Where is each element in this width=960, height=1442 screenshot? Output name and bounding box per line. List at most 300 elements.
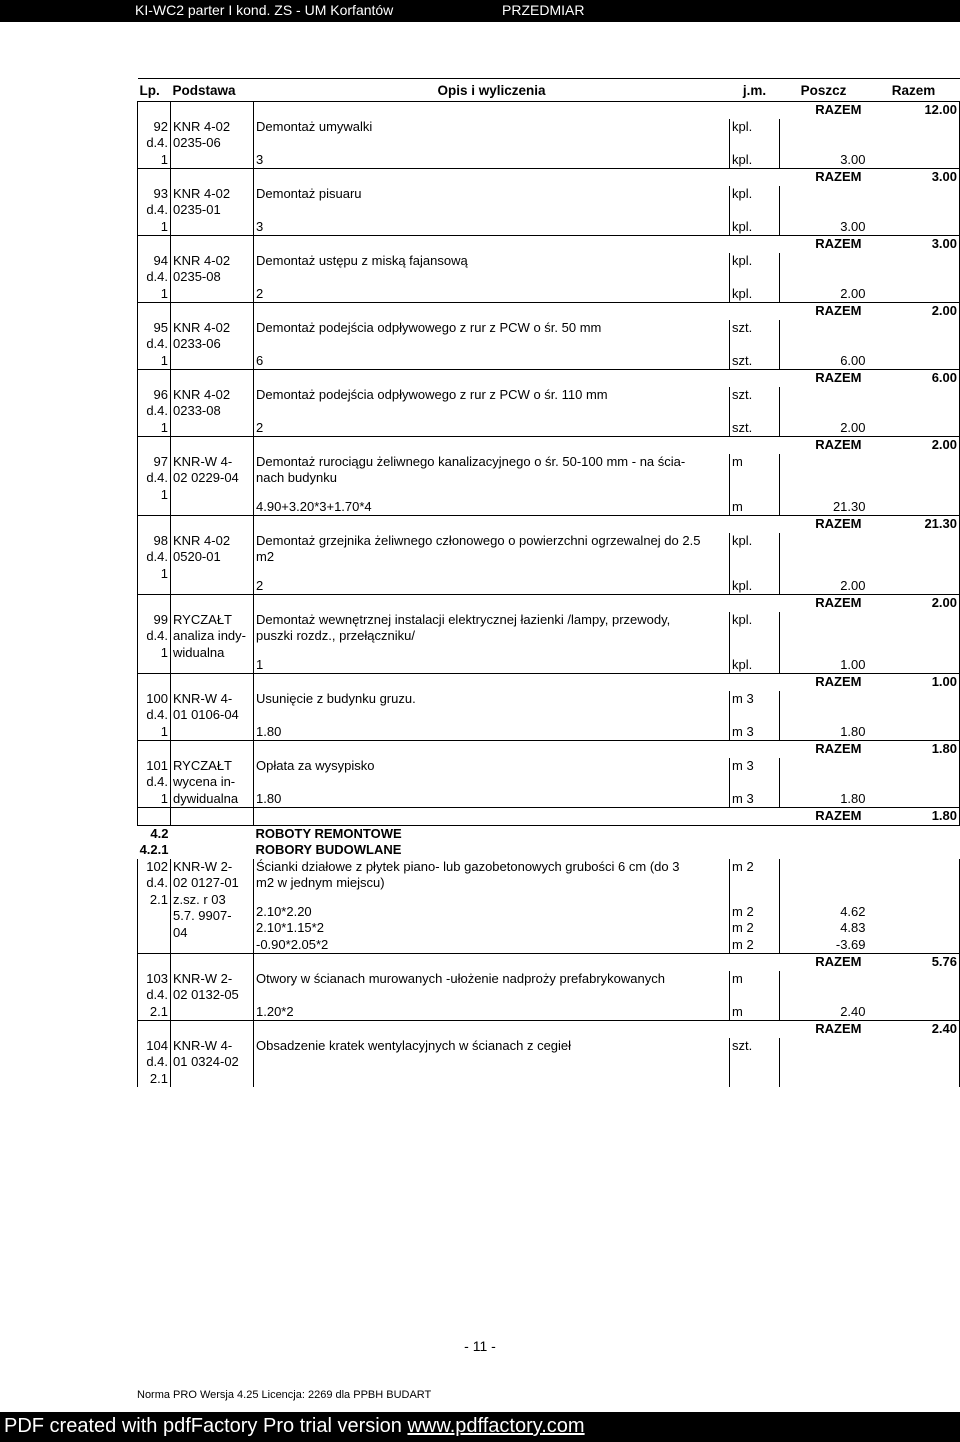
item-row <box>138 320 960 353</box>
calc-row <box>138 152 960 169</box>
calc-value: 3.00 <box>840 218 866 234</box>
calc-expression: 1.20*2 <box>254 1004 730 1021</box>
razem-lp <box>138 741 171 758</box>
item-lp-line: 99 <box>153 611 168 627</box>
razem-label: RAZEM <box>254 954 868 971</box>
calc-unit: m 3 <box>730 724 780 741</box>
item-lp <box>138 971 171 1021</box>
col-razem: Razem <box>868 79 960 102</box>
item-podstawa <box>171 859 254 954</box>
calc-expression: 6 <box>254 353 730 370</box>
item-podstawa <box>171 320 254 370</box>
item-unit: szt. <box>730 387 780 420</box>
calc-value: 4.83 <box>840 920 866 935</box>
razem-value: 2.00 <box>868 437 960 454</box>
item-podstawa <box>171 253 254 303</box>
section-number: 4.2 <box>138 825 171 842</box>
item-description-line: m2 w jednym miejscu) <box>256 875 385 890</box>
razem-row <box>138 169 960 186</box>
item-razem <box>868 253 960 286</box>
calc-unit: szt. <box>730 420 780 437</box>
razem-label: RAZEM <box>254 437 868 454</box>
item-lp-line: 98 <box>153 532 168 548</box>
item-podstawa-line: 02 0127-01 <box>173 875 239 890</box>
item-description-line: m2 <box>256 549 275 564</box>
calc-row <box>138 219 960 236</box>
calc-razem <box>868 724 960 741</box>
item-podstawa-line: wycena in- <box>173 774 236 789</box>
razem-row <box>138 370 960 387</box>
col-opis: Opis i wyliczenia <box>254 79 730 102</box>
item-description <box>254 119 730 152</box>
item-row <box>138 758 960 791</box>
calc-expression: 3 <box>254 152 730 169</box>
calc-expression: 2 <box>254 578 730 595</box>
item-podstawa <box>171 119 254 169</box>
razem-lp <box>138 1021 171 1038</box>
razem-podstawa <box>171 674 254 691</box>
item-lp-line: d.4. <box>146 135 168 150</box>
item-lp-line: d.4. <box>146 707 168 722</box>
item-description-line: Demontaż podejścia odpływowego z rur z PCW o śr. 110 mm <box>256 386 608 402</box>
razem-lp <box>138 595 171 612</box>
item-lp-line: 102 <box>146 858 168 874</box>
pdf-banner-text: PDF created with pdfFactory Pro trial version <box>4 1415 408 1437</box>
calc-expression: 1.80 <box>254 791 730 808</box>
item-razem <box>868 1038 960 1088</box>
item-row <box>138 387 960 420</box>
razem-label: RAZEM <box>254 674 868 691</box>
razem-value: 3.00 <box>868 169 960 186</box>
item-lp-line: 100 <box>146 690 168 706</box>
calc-expression: 1.80 <box>254 724 730 741</box>
item-lp-line: 93 <box>153 185 168 201</box>
item-row <box>138 859 960 904</box>
pdf-banner-link[interactable]: www.pdffactory.com <box>407 1415 585 1437</box>
calc-razem <box>868 920 960 937</box>
item-description <box>254 691 730 724</box>
pdf-banner <box>0 1412 960 1442</box>
item-unit: kpl. <box>730 186 780 219</box>
item-lp-line: 94 <box>153 252 168 268</box>
item-podstawa <box>171 533 254 595</box>
razem-row <box>138 1021 960 1038</box>
item-unit: kpl. <box>730 612 780 657</box>
item-lp-line: d.4. <box>146 470 168 485</box>
item-row <box>138 1038 960 1088</box>
item-razem <box>868 691 960 724</box>
item-razem <box>868 387 960 420</box>
item-podstawa-line: 02 0132-05 <box>173 987 239 1002</box>
calc-row <box>138 920 960 937</box>
razem-label: RAZEM <box>254 303 868 320</box>
item-podstawa-line: 02 0229-04 <box>173 470 239 485</box>
razem-row <box>138 674 960 691</box>
calc-unit: kpl. <box>730 578 780 595</box>
item-podstawa <box>171 387 254 437</box>
calc-row <box>138 657 960 674</box>
razem-row <box>138 954 960 971</box>
calc-expression: 2.10*1.15*2 <box>254 920 730 937</box>
calc-value: 1.80 <box>840 723 866 739</box>
item-row <box>138 253 960 286</box>
item-poszcz <box>780 859 868 904</box>
item-lp-line: 95 <box>153 319 168 335</box>
item-podstawa-line: 0233-08 <box>173 403 221 418</box>
item-razem <box>868 186 960 219</box>
item-poszcz <box>780 533 868 578</box>
razem-podstawa <box>171 303 254 320</box>
item-lp-line: 1 <box>160 565 168 581</box>
item-description-line: Demontaż rurociągu żeliwnego kanalizacyjnego o śr. 50-100 mm - na ścia- <box>256 453 686 469</box>
item-lp-line: 1 <box>160 723 168 739</box>
item-unit: szt. <box>730 320 780 353</box>
item-podstawa <box>171 758 254 808</box>
item-lp-line: 101 <box>146 757 168 773</box>
calc-razem <box>868 1004 960 1021</box>
section-row <box>138 825 960 842</box>
razem-podstawa <box>171 236 254 253</box>
item-poszcz <box>780 454 868 499</box>
document-header <box>0 0 960 22</box>
calc-row <box>138 724 960 741</box>
item-lp-line: 2.1 <box>149 1070 168 1086</box>
razem-row <box>138 303 960 320</box>
calc-razem <box>868 904 960 921</box>
item-poszcz <box>780 691 868 724</box>
calc-value: 2.00 <box>840 285 866 301</box>
item-podstawa-line: KNR 4-02 <box>173 319 231 335</box>
item-razem <box>868 320 960 353</box>
item-podstawa <box>171 691 254 741</box>
calc-unit: m 2 <box>730 937 780 954</box>
item-unit: kpl. <box>730 119 780 152</box>
razem-label: RAZEM <box>254 516 868 533</box>
calc-value: 6.00 <box>840 352 866 368</box>
razem-lp <box>138 437 171 454</box>
item-podstawa-line: RYCZAŁT <box>173 757 232 773</box>
page-number: - 11 - <box>464 1338 496 1354</box>
item-podstawa-line: KNR-W 4- <box>173 1037 233 1053</box>
item-podstawa-line: KNR-W 4- <box>173 453 233 469</box>
razem-lp <box>138 236 171 253</box>
item-lp-line: 1 <box>160 419 168 435</box>
razem-value: 1.80 <box>868 741 960 758</box>
razem-label: RAZEM <box>254 808 868 826</box>
calc-value: 21.30 <box>832 498 866 514</box>
item-lp <box>138 454 171 516</box>
calc-unit: kpl. <box>730 152 780 169</box>
item-lp-line: d.4. <box>146 628 168 643</box>
item-lp-line: d.4. <box>146 875 168 890</box>
item-description <box>254 533 730 578</box>
item-podstawa-line: KNR 4-02 <box>173 252 231 268</box>
item-unit: m <box>730 454 780 499</box>
item-podstawa-line: RYCZAŁT <box>173 611 232 627</box>
razem-podstawa <box>171 808 254 826</box>
razem-value: 2.00 <box>868 303 960 320</box>
item-description <box>254 186 730 219</box>
razem-row <box>138 516 960 533</box>
item-lp-line: 1 <box>160 285 168 301</box>
razem-value: 12.00 <box>868 102 960 119</box>
item-lp-line: 2.1 <box>149 891 168 907</box>
calc-value: 2.40 <box>840 1003 866 1019</box>
item-lp-line: 103 <box>146 970 168 986</box>
item-razem <box>868 454 960 499</box>
calc-razem <box>868 499 960 516</box>
razem-lp <box>138 674 171 691</box>
item-podstawa-line: 0233-06 <box>173 336 221 351</box>
calc-row <box>138 286 960 303</box>
section-spacer <box>171 825 254 842</box>
item-description <box>254 859 730 904</box>
col-poszcz: Poszcz <box>780 79 868 102</box>
item-podstawa-line: 04 <box>173 924 188 940</box>
razem-lp <box>138 169 171 186</box>
calc-expression: 1 <box>254 657 730 674</box>
item-podstawa <box>171 186 254 236</box>
item-row <box>138 533 960 578</box>
item-razem <box>868 971 960 1004</box>
razem-value: 5.76 <box>868 954 960 971</box>
item-description-line: Otwory w ścianach murowanych -ułożenie nadproży prefabrykowanych <box>256 970 665 986</box>
item-lp-line: d.4. <box>146 987 168 1002</box>
item-lp-line: 2.1 <box>149 1003 168 1019</box>
item-lp-line: 97 <box>153 453 168 469</box>
item-podstawa-line: 0235-06 <box>173 135 221 150</box>
calc-expression: 3 <box>254 219 730 236</box>
razem-value: 1.80 <box>868 808 960 826</box>
item-podstawa-line: widualna <box>173 644 225 660</box>
razem-lp <box>138 808 171 826</box>
calc-expression: 4.90+3.20*3+1.70*4 <box>254 499 730 516</box>
calc-razem <box>868 420 960 437</box>
calc-value: 4.62 <box>840 903 866 919</box>
item-lp-line: d.4. <box>146 336 168 351</box>
calc-value: 1.80 <box>840 790 866 806</box>
razem-lp <box>138 516 171 533</box>
calc-expression: 2 <box>254 286 730 303</box>
item-lp <box>138 119 171 169</box>
item-poszcz <box>780 253 868 286</box>
razem-row <box>138 741 960 758</box>
razem-value: 2.00 <box>868 595 960 612</box>
calc-row <box>138 499 960 516</box>
col-jm: j.m. <box>730 79 780 102</box>
razem-podstawa <box>171 954 254 971</box>
razem-podstawa <box>171 437 254 454</box>
item-description <box>254 253 730 286</box>
item-lp-line: 104 <box>146 1037 168 1053</box>
razem-label: RAZEM <box>254 169 868 186</box>
item-row <box>138 454 960 499</box>
item-lp-line: d.4. <box>146 403 168 418</box>
calc-razem <box>868 937 960 954</box>
calc-razem <box>868 219 960 236</box>
razem-label: RAZEM <box>254 741 868 758</box>
calc-row <box>138 791 960 808</box>
item-razem <box>868 119 960 152</box>
item-lp-line: 1 <box>160 790 168 806</box>
section-row <box>138 842 960 859</box>
item-podstawa-line: KNR-W 2- <box>173 858 233 874</box>
item-description-line: Demontaż grzejnika żeliwnego członowego o powierzchni ogrzewalnej do 2.5 <box>256 532 701 548</box>
item-podstawa-line: KNR-W 4- <box>173 690 233 706</box>
item-lp <box>138 859 171 954</box>
razem-podstawa <box>171 370 254 387</box>
calc-expression: -0.90*2.05*2 <box>254 937 730 954</box>
document-type: PRZEDMIAR <box>502 2 585 18</box>
item-podstawa-line: KNR 4-02 <box>173 185 231 201</box>
item-podstawa-line: analiza indy- <box>173 628 246 643</box>
item-podstawa-line: 0235-01 <box>173 202 221 217</box>
calc-unit: kpl. <box>730 286 780 303</box>
item-description <box>254 454 730 499</box>
item-lp <box>138 253 171 303</box>
item-description-line: Demontaż umywalki <box>256 118 373 134</box>
item-unit: m 2 <box>730 859 780 904</box>
razem-podstawa <box>171 741 254 758</box>
calc-value: 2.00 <box>840 577 866 593</box>
calc-unit: m 3 <box>730 791 780 808</box>
item-poszcz <box>780 758 868 791</box>
item-poszcz <box>780 612 868 657</box>
calc-row <box>138 937 960 954</box>
razem-label: RAZEM <box>254 102 868 119</box>
calc-unit: m 2 <box>730 920 780 937</box>
item-row <box>138 691 960 724</box>
item-lp <box>138 533 171 595</box>
item-lp <box>138 320 171 370</box>
item-lp <box>138 387 171 437</box>
razem-label: RAZEM <box>254 370 868 387</box>
item-lp-line: 1 <box>160 151 168 167</box>
item-unit: m 3 <box>730 758 780 791</box>
razem-label: RAZEM <box>254 236 868 253</box>
item-lp-line: 1 <box>160 644 168 660</box>
item-lp-line: d.4. <box>146 1054 168 1069</box>
document-title: KI-WC2 parter I kond. ZS - UM Korfantów <box>135 2 394 18</box>
razem-podstawa <box>171 516 254 533</box>
col-lp: Lp. <box>138 79 171 102</box>
item-lp-line: d.4. <box>146 549 168 564</box>
item-description-line: Demontaż wewnętrznej instalacji elektrycznej łazienki /lampy, przewody, <box>256 611 671 627</box>
razem-row <box>138 437 960 454</box>
item-podstawa <box>171 454 254 516</box>
item-description-line: nach budynku <box>256 470 337 485</box>
calc-value: 2.00 <box>840 419 866 435</box>
calc-razem <box>868 286 960 303</box>
item-lp-line: 1 <box>160 218 168 234</box>
calc-unit: kpl. <box>730 219 780 236</box>
item-row <box>138 119 960 152</box>
item-description-line: Usunięcie z budynku gruzu. <box>256 690 416 706</box>
calc-row <box>138 420 960 437</box>
item-description-line: puszki rozdz., przełączniku/ <box>256 628 415 643</box>
calc-unit: m <box>730 499 780 516</box>
razem-podstawa <box>171 595 254 612</box>
calc-row <box>138 1004 960 1021</box>
calc-row <box>138 578 960 595</box>
razem-row <box>138 236 960 253</box>
calc-value: 3.00 <box>840 151 866 167</box>
item-podstawa-line: dywidualna <box>173 790 239 806</box>
razem-row <box>138 102 960 119</box>
razem-value: 6.00 <box>868 370 960 387</box>
item-lp-line: 1 <box>160 486 168 502</box>
item-podstawa-line: 0520-01 <box>173 549 221 564</box>
item-lp <box>138 1038 171 1088</box>
calc-unit: m 2 <box>730 904 780 921</box>
item-lp-line: 1 <box>160 352 168 368</box>
item-description <box>254 971 730 1004</box>
calc-value: -3.69 <box>835 936 866 952</box>
item-lp-line: d.4. <box>146 774 168 789</box>
item-lp-line: d.4. <box>146 202 168 217</box>
section-spacer <box>171 842 254 859</box>
calc-value: 1.00 <box>840 656 866 672</box>
item-unit: m 3 <box>730 691 780 724</box>
item-razem <box>868 533 960 578</box>
item-podstawa <box>171 612 254 674</box>
item-podstawa-line: KNR 4-02 <box>173 386 231 402</box>
item-description <box>254 1038 730 1088</box>
item-description <box>254 320 730 353</box>
item-podstawa-line: KNR 4-02 <box>173 118 231 134</box>
razem-lp <box>138 954 171 971</box>
item-podstawa-line: KNR-W 2- <box>173 970 233 986</box>
item-description-line: Demontaż pisuaru <box>256 185 362 201</box>
item-lp-line: 92 <box>153 118 168 134</box>
razem-value: 21.30 <box>868 516 960 533</box>
item-podstawa-line: 01 0106-04 <box>173 707 239 722</box>
razem-value: 1.00 <box>868 674 960 691</box>
item-unit: kpl. <box>730 253 780 286</box>
item-description-line: Demontaż podejścia odpływowego z rur z PCW o śr. 50 mm <box>256 319 602 335</box>
item-razem <box>868 612 960 657</box>
item-unit: m <box>730 971 780 1004</box>
item-poszcz <box>780 971 868 1004</box>
razem-row <box>138 808 960 826</box>
razem-label: RAZEM <box>254 595 868 612</box>
estimate-table-container <box>137 78 959 1087</box>
calc-unit: szt. <box>730 353 780 370</box>
estimate-table <box>137 78 960 1087</box>
calc-razem <box>868 152 960 169</box>
section-number: 4.2.1 <box>139 842 169 857</box>
calc-unit: m <box>730 1004 780 1021</box>
item-poszcz <box>780 119 868 152</box>
item-razem <box>868 758 960 791</box>
item-description-line: Demontaż ustępu z miską fajansową <box>256 252 468 268</box>
item-podstawa-line: KNR 4-02 <box>173 532 231 548</box>
item-description-line: Ścianki działowe z płytek piano- lub gazobetonowych grubości 6 cm (do 3 <box>256 858 680 874</box>
item-description <box>254 758 730 791</box>
item-row <box>138 612 960 657</box>
item-razem <box>868 859 960 904</box>
item-podstawa <box>171 1038 254 1088</box>
calc-razem <box>868 578 960 595</box>
item-poszcz <box>780 320 868 353</box>
razem-row <box>138 595 960 612</box>
item-row <box>138 971 960 1004</box>
item-description-line: Obsadzenie kratek wentylacyjnych w ścianach z cegieł <box>256 1037 572 1053</box>
calc-razem <box>868 657 960 674</box>
item-podstawa-line: 01 0324-02 <box>173 1054 239 1069</box>
software-footer: Norma PRO Wersja 4.25 Licencja: 2269 dla PPBH BUDART <box>137 1389 432 1401</box>
razem-value: 3.00 <box>868 236 960 253</box>
